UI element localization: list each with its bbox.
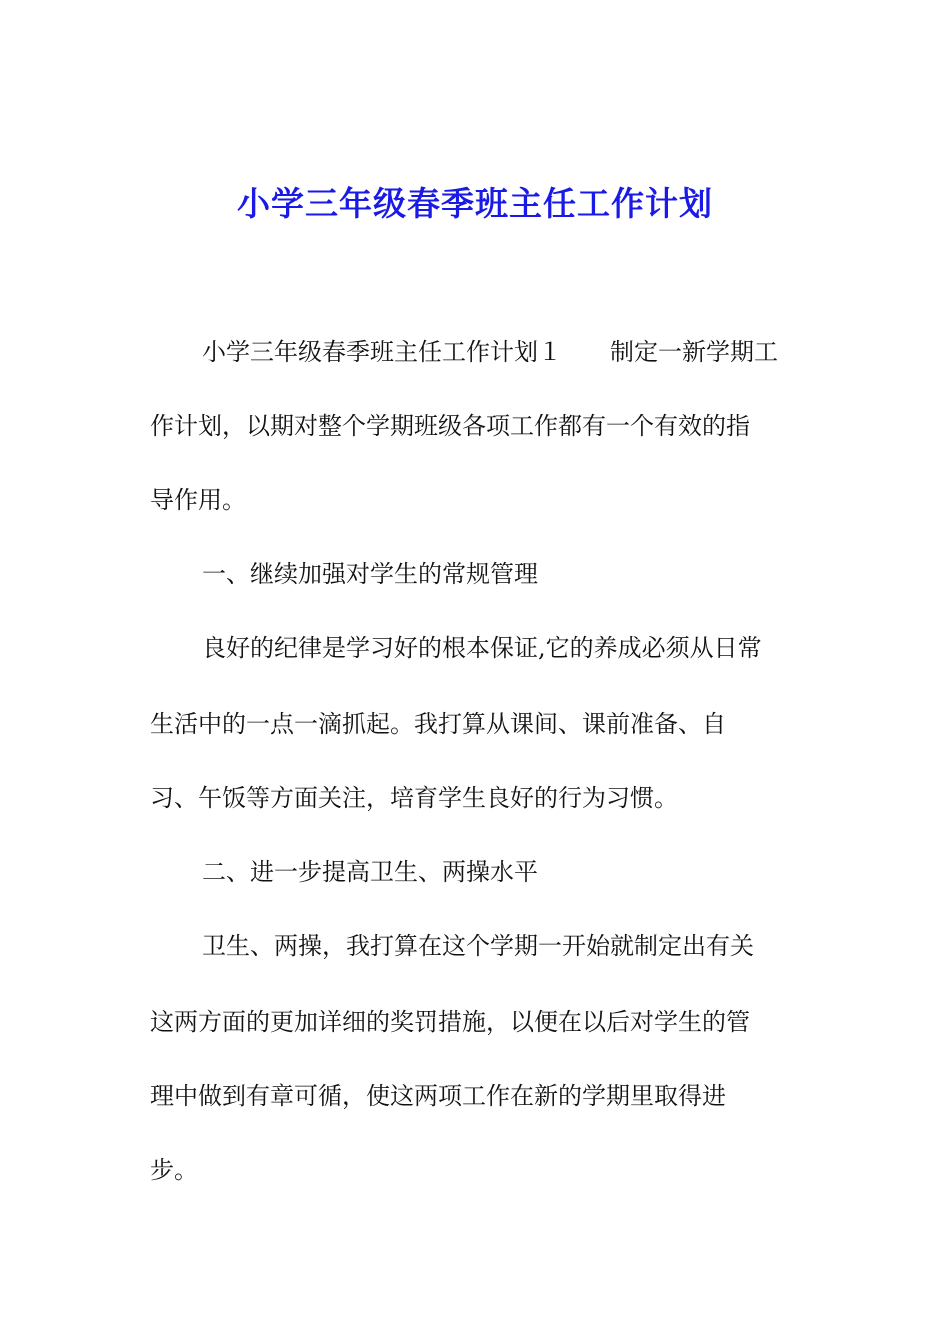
paragraph-line: 理中做到有章可循，使这两项工作在新的学期里取得进: [150, 1082, 726, 1110]
paragraph-line: 卫生、两操，我打算在这个学期一开始就制定出有关: [202, 932, 754, 960]
paragraph-line: 作计划，以期对整个学期班级各项工作都有一个有效的指: [150, 412, 750, 440]
paragraph-line: 这两方面的更加详细的奖罚措施，以便在以后对学生的管: [150, 1008, 750, 1036]
paragraph-line: 导作用。: [150, 486, 246, 514]
section-heading: 二、进一步提高卫生、两操水平: [202, 858, 538, 886]
paragraph-line: 步。: [150, 1156, 198, 1184]
paragraph-line: 良好的纪律是学习好的根本保证,它的养成必须从日常: [202, 634, 762, 662]
paragraph-line: 习、午饭等方面关注，培育学生良好的行为习惯。: [150, 784, 678, 812]
document-title: 小学三年级春季班主任工作计划: [237, 184, 713, 223]
paragraph-line: 小学三年级春季班主任工作计划１ 制定一新学期工: [202, 338, 778, 366]
paragraph-line: 生活中的一点一滴抓起。我打算从课间、课前准备、自: [150, 710, 726, 738]
section-heading: 一、继续加强对学生的常规管理: [202, 560, 538, 588]
